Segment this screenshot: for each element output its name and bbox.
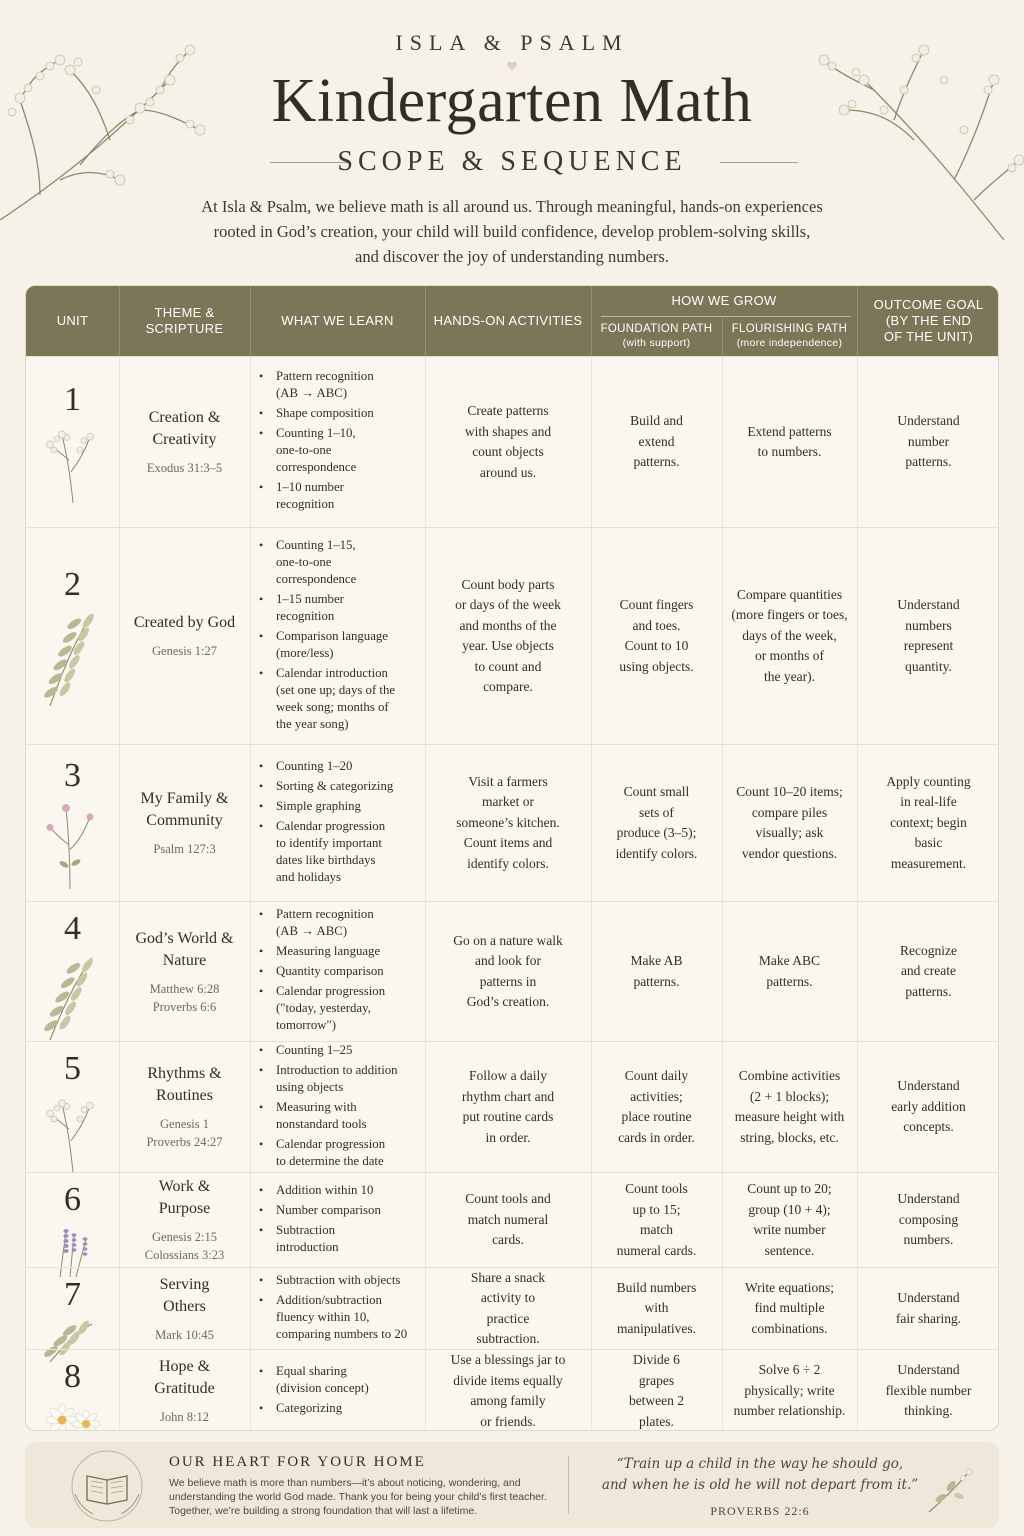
- outcome-text: Understand composing numbers.: [897, 1191, 960, 1248]
- foundation-cell: [591, 1173, 722, 1267]
- learn-list: [250, 368, 380, 516]
- theme-name: God’s World & Nature: [135, 929, 234, 969]
- flourishing-text: Solve 6 ÷ 2 physically; write number relationship.: [733, 1362, 846, 1419]
- activities-text: Follow a daily rhythm chart and put routine cards in order.: [461, 1068, 555, 1145]
- daisy-icon: [40, 1402, 106, 1431]
- outcome-text: Recognize and create patterns.: [900, 942, 957, 999]
- learn-cell: [250, 1268, 425, 1349]
- theme-cell: [119, 1268, 250, 1349]
- flourishing-cell: [722, 357, 857, 527]
- activities-text: Count body parts or days of the week and months of the year. Use objects to count and compare.: [455, 576, 561, 694]
- learn-cell: [250, 1042, 425, 1172]
- flourishing-text: Write equations; find multiple combinations.: [744, 1279, 835, 1336]
- header-learn: WHAT WE LEARN: [281, 313, 394, 328]
- scripture-ref: Genesis 1 Proverbs 24:27: [146, 1117, 223, 1149]
- intro-paragraph: At Isla & Psalm, we believe math is all around us. Through meaningful, hands-on experiences rooted in God’s creation, your child will build confidence, develop problem-solving skills, and discover the joy of understanding numbers.: [201, 197, 823, 266]
- unit-number: 8: [64, 1358, 81, 1395]
- learn-list: [250, 1042, 404, 1173]
- outcome-text: Understand number patterns.: [897, 413, 960, 470]
- learn-item: • Measuring language: [276, 943, 385, 960]
- flourishing-cell: [722, 745, 857, 901]
- scripture-ref: Exodus 31:3–5: [146, 461, 223, 475]
- foundation-cell: [591, 1268, 722, 1349]
- table-row: [26, 1349, 999, 1431]
- learn-cell: [250, 1173, 425, 1267]
- learn-item: • Calendar progression to determine the date: [276, 1136, 398, 1170]
- table-row: [26, 901, 999, 1041]
- activities-text: Go on a nature walk and look for patterns in God’s creation.: [453, 932, 563, 1009]
- activities-cell: [425, 745, 591, 901]
- scripture-ref: Psalm 127:3: [153, 842, 216, 856]
- learn-cell: [250, 357, 425, 527]
- header-outcome: OUTCOME GOAL (BY THE END OF THE UNIT): [873, 297, 984, 344]
- flourishing-text: Combine activities (2 + 1 blocks); measure height with string, blocks, etc.: [734, 1068, 845, 1145]
- scripture-reference: PROVERBS 22:6: [710, 1504, 810, 1518]
- unit-number: 6: [64, 1181, 81, 1218]
- learn-item: • Calendar progression to identify important dates like birthdays and holidays: [276, 818, 393, 886]
- flourishing-cell: [722, 1042, 857, 1172]
- theme-cell: [119, 357, 250, 527]
- theme-cell: [119, 745, 250, 901]
- outcome-cell: [857, 1350, 999, 1431]
- learn-item: • Counting 1–25: [276, 1042, 398, 1059]
- foundation-text: Build numbers with manipulatives.: [616, 1279, 697, 1336]
- leaf-branch-icon: [40, 610, 106, 706]
- foundation-cell: [591, 902, 722, 1041]
- pink-wildflower-icon: [40, 801, 106, 889]
- learn-list: [250, 758, 399, 889]
- scripture-ref: Genesis 2:15 Colossians 3:23: [144, 1230, 225, 1262]
- header-sep: [857, 286, 858, 356]
- header-flourishing: [722, 318, 857, 354]
- theme-name: Hope & Gratitude: [154, 1358, 215, 1397]
- flourishing-text: Extend patterns to numbers.: [747, 423, 832, 459]
- learn-item: • Counting 1–15, one-to-one correspondence: [276, 537, 395, 588]
- theme-cell: [119, 1042, 250, 1172]
- learn-item: • Calendar introduction (set one up; days of the week song; months of the year song): [276, 665, 395, 733]
- foundation-text: Make AB patterns.: [630, 953, 683, 989]
- outcome-cell: [857, 1268, 999, 1349]
- activities-text: Use a blessings jar to divide items equally among family or friends.: [450, 1352, 566, 1429]
- foundation-cell: [591, 1350, 722, 1431]
- outcome-cell: [857, 1173, 999, 1267]
- flourishing-cell: [722, 1268, 857, 1349]
- unit-number: 7: [64, 1276, 81, 1313]
- activities-cell: [425, 357, 591, 527]
- learn-item: • Introduction to addition using objects: [276, 1062, 398, 1096]
- learn-list: [250, 1272, 413, 1346]
- header-activities: HANDS-ON ACTIVITIES: [433, 313, 583, 328]
- table-row: [26, 1041, 999, 1172]
- page-title: Kindergarten Math: [271, 67, 753, 135]
- learn-item: • Addition/subtraction fluency within 10, comparing numbers to 20: [276, 1292, 407, 1343]
- flourishing-cell: [722, 1350, 857, 1431]
- flourishing-text: Count up to 20; group (10 + 4); write number sentence.: [747, 1181, 832, 1258]
- scripture-quote: “Train up a child in the way he should go, and when he is old he will not depart from it.”: [601, 1456, 919, 1493]
- learn-item: • 1–10 number recognition: [276, 479, 374, 513]
- footer-text: We believe math is more than numbers—it’s about noticing, wondering, and understanding the world God made. Thank you for being your child’s first teacher. Together, we’re building a strong foundation that will last a lifetime.: [169, 1477, 547, 1517]
- learn-item: • Calendar progression ("today, yesterday, tomorrow"): [276, 983, 385, 1034]
- header-flourishing-label: FLOURISHING PATH: [731, 323, 848, 335]
- learn-item: • Counting 1–20: [276, 758, 393, 775]
- learn-item: • Comparison language (more/less): [276, 628, 395, 662]
- theme-name: Work & Purpose: [158, 1178, 211, 1217]
- scripture-ref: Genesis 1:27: [152, 644, 217, 658]
- learn-item: • Quantity comparison: [276, 963, 385, 980]
- learn-item: • Simple graphing: [276, 798, 393, 815]
- learn-item: • Sorting & categorizing: [276, 778, 393, 795]
- learn-item: • Shape composition: [276, 405, 374, 422]
- divider-right: [720, 162, 798, 163]
- learn-item: • Subtraction with objects: [276, 1272, 407, 1289]
- foundation-cell: [591, 1042, 722, 1172]
- unit-number: 1: [64, 381, 81, 418]
- foundation-text: Count fingers and toes. Count to 10 using objects.: [619, 597, 694, 674]
- outcome-cell: [857, 1042, 999, 1172]
- learn-item: • Pattern recognition (AB → ABC): [276, 368, 374, 402]
- learn-list: [250, 1182, 387, 1259]
- activities-cell: [425, 1173, 591, 1267]
- outcome-text: Understand flexible number thinking.: [885, 1362, 972, 1419]
- learn-item: • 1–15 number recognition: [276, 591, 395, 625]
- learn-item: • Number comparison: [276, 1202, 381, 1219]
- activities-text: Create patterns with shapes and count objects around us.: [464, 403, 552, 480]
- learn-item: • Pattern recognition (AB → ABC): [276, 906, 385, 940]
- header-theme: THEME & SCRIPTURE: [145, 305, 224, 336]
- flourishing-cell: [722, 902, 857, 1041]
- activities-cell: [425, 1350, 591, 1431]
- header-foundation-note: (with support): [622, 337, 691, 349]
- footer-title: OUR HEART FOR YOUR HOME: [169, 1454, 426, 1470]
- learn-item: • Subtraction introduction: [276, 1222, 381, 1256]
- table-row: [26, 1267, 999, 1349]
- outcome-cell: [857, 528, 999, 744]
- learn-cell: [250, 745, 425, 901]
- footer-divider: [568, 1456, 569, 1514]
- activities-cell: [425, 1042, 591, 1172]
- flourishing-cell: [722, 1173, 857, 1267]
- header-foundation-label: FOUNDATION PATH: [600, 323, 713, 335]
- learn-item: • Categorizing: [276, 1400, 369, 1417]
- scripture-ref: Mark 10:45: [155, 1327, 214, 1342]
- learn-cell: [250, 1350, 425, 1431]
- page-subtitle: SCOPE & SEQUENCE: [337, 146, 687, 177]
- theme-cell: [119, 528, 250, 744]
- theme-cell: [119, 1173, 250, 1267]
- header-sep: [591, 286, 592, 356]
- foundation-text: Count small sets of produce (3–5); identify colors.: [615, 784, 698, 861]
- activities-cell: [425, 1268, 591, 1349]
- theme-name: Creation & Creativity: [148, 409, 221, 448]
- theme-name: My Family & Community: [140, 790, 229, 829]
- outcome-cell: [857, 357, 999, 527]
- header-sep: [250, 286, 251, 356]
- unit-number: 4: [64, 910, 81, 947]
- foundation-cell: [591, 528, 722, 744]
- activities-text: Visit a farmers market or someone’s kitchen. Count items and identify colors.: [456, 773, 560, 871]
- outcome-text: Understand early addition concepts.: [891, 1078, 966, 1135]
- footer-panel: [25, 1442, 999, 1528]
- learn-cell: [250, 528, 425, 744]
- theme-name: Created by God: [133, 614, 236, 631]
- unit-number: 2: [64, 566, 81, 603]
- unit-number: 5: [64, 1050, 81, 1087]
- outcome-cell: [857, 745, 999, 901]
- learn-list: [250, 537, 401, 736]
- table-header: [26, 286, 999, 356]
- open-book-icon: [69, 1448, 145, 1524]
- outcome-text: Understand fair sharing.: [895, 1290, 962, 1326]
- foundation-cell: [591, 357, 722, 527]
- theme-name: Serving Others: [159, 1275, 210, 1315]
- activities-cell: [425, 902, 591, 1041]
- foundation-text: Count tools up to 15; match numeral cards.: [616, 1181, 697, 1258]
- unit-number: 3: [64, 757, 81, 794]
- foundation-text: Count daily activities; place routine cards in order.: [618, 1068, 695, 1145]
- brand-name: ISLA & PSALM: [395, 30, 629, 55]
- learn-item: • Counting 1–10, one-to-one correspondence: [276, 425, 374, 476]
- theme-cell: [119, 902, 250, 1041]
- learn-list: [250, 906, 391, 1037]
- theme-name: Rhythms & Routines: [147, 1065, 222, 1104]
- header-unit: UNIT: [56, 313, 89, 328]
- scripture-ref: Matthew 6:28 Proverbs 6:6: [149, 981, 220, 1014]
- sprig-icon: [925, 1466, 975, 1516]
- foundation-cell: [591, 745, 722, 901]
- table-row: [26, 527, 999, 744]
- olive-branch-icon: [40, 954, 106, 1040]
- scripture-ref: John 8:12: [160, 1410, 209, 1424]
- outcome-cell: [857, 902, 999, 1041]
- outcome-text: Apply counting in real-life context; begin basic measurement.: [886, 773, 971, 871]
- learn-item: • Measuring with nonstandard tools: [276, 1099, 398, 1133]
- table-row: [26, 1172, 999, 1267]
- header-foundation: [591, 318, 722, 354]
- header-flourishing-note: (more independence): [736, 337, 843, 349]
- table-row: [26, 744, 999, 901]
- activities-cell: [425, 528, 591, 744]
- header-sep: [119, 286, 120, 356]
- cream-blossom-icon: [40, 1094, 106, 1172]
- header-subdivider: [601, 316, 851, 317]
- activities-text: Count tools and match numeral cards.: [465, 1191, 551, 1248]
- outcome-text: Understand numbers represent quantity.: [897, 597, 960, 674]
- learn-cell: [250, 902, 425, 1041]
- scope-sequence-table: [25, 285, 999, 1431]
- flourishing-text: Compare quantities (more fingers or toes, days of the week, or months of the year).: [731, 586, 848, 684]
- activities-text: Share a snack activity to practice subtraction.: [470, 1269, 546, 1346]
- foundation-text: Divide 6 grapes between 2 plates.: [628, 1352, 685, 1429]
- gypsophila-icon: [40, 425, 106, 503]
- learn-item: • Equal sharing (division concept): [276, 1363, 369, 1397]
- flourishing-text: Count 10–20 items; compare piles visually; ask vendor questions.: [736, 784, 843, 861]
- flourishing-text: Make ABC patterns.: [758, 953, 821, 989]
- learn-list: [250, 1363, 375, 1420]
- table-row: [26, 356, 999, 527]
- foundation-text: Build and extend patterns.: [630, 413, 683, 470]
- header-how-we-grow: HOW WE GROW: [671, 293, 777, 308]
- theme-cell: [119, 1350, 250, 1431]
- header-sep: [425, 286, 426, 356]
- flourishing-cell: [722, 528, 857, 744]
- header-sep: [722, 318, 723, 356]
- learn-item: • Addition within 10: [276, 1182, 381, 1199]
